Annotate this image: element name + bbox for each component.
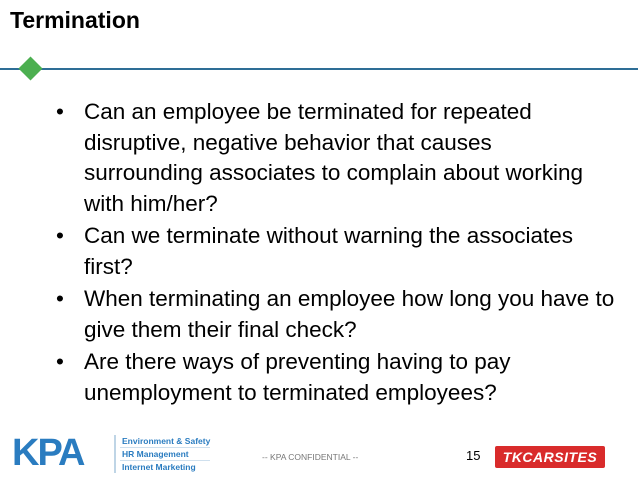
kpa-service-line: HR Management — [120, 448, 210, 461]
bullet-icon: • — [56, 286, 64, 311]
bullet-icon: • — [56, 349, 64, 374]
bullet-item — [56, 97, 616, 219]
bullet-item — [56, 221, 616, 282]
bullet-text: Can we terminate without warning the associates first? — [84, 223, 574, 279]
bullet-item — [56, 284, 616, 345]
bullet-icon: • — [56, 99, 64, 124]
bullet-text: Are there ways of preventing having to pay unemployment to terminated employees? — [84, 349, 511, 405]
kpa-logo-services — [120, 435, 210, 473]
confidential-label: -- KPA CONFIDENTIAL -- — [262, 452, 359, 462]
bullet-icon: • — [56, 223, 64, 248]
kpa-service-line: Internet Marketing — [122, 462, 196, 472]
kpa-logo — [12, 432, 222, 474]
bullet-list — [56, 97, 616, 410]
kpa-logo-letters: KPA — [12, 432, 84, 474]
slide-title: Termination — [10, 7, 140, 33]
bullet-text: When terminating an employee how long you have to give them their final check? — [84, 286, 615, 342]
diamond-icon — [18, 56, 42, 80]
bullet-item — [56, 347, 616, 408]
bullet-text: Can an employee be terminated for repeated disruptive, negative behavior that causes surrounding associates to complain about working with him/her? — [84, 99, 584, 216]
kpa-logo-divider — [114, 435, 116, 473]
tkcarsites-logo: TKCARSITES — [495, 446, 605, 468]
title-divider — [0, 68, 638, 70]
page-number: 15 — [466, 448, 481, 463]
kpa-service-line: Environment & Safety — [122, 436, 211, 446]
